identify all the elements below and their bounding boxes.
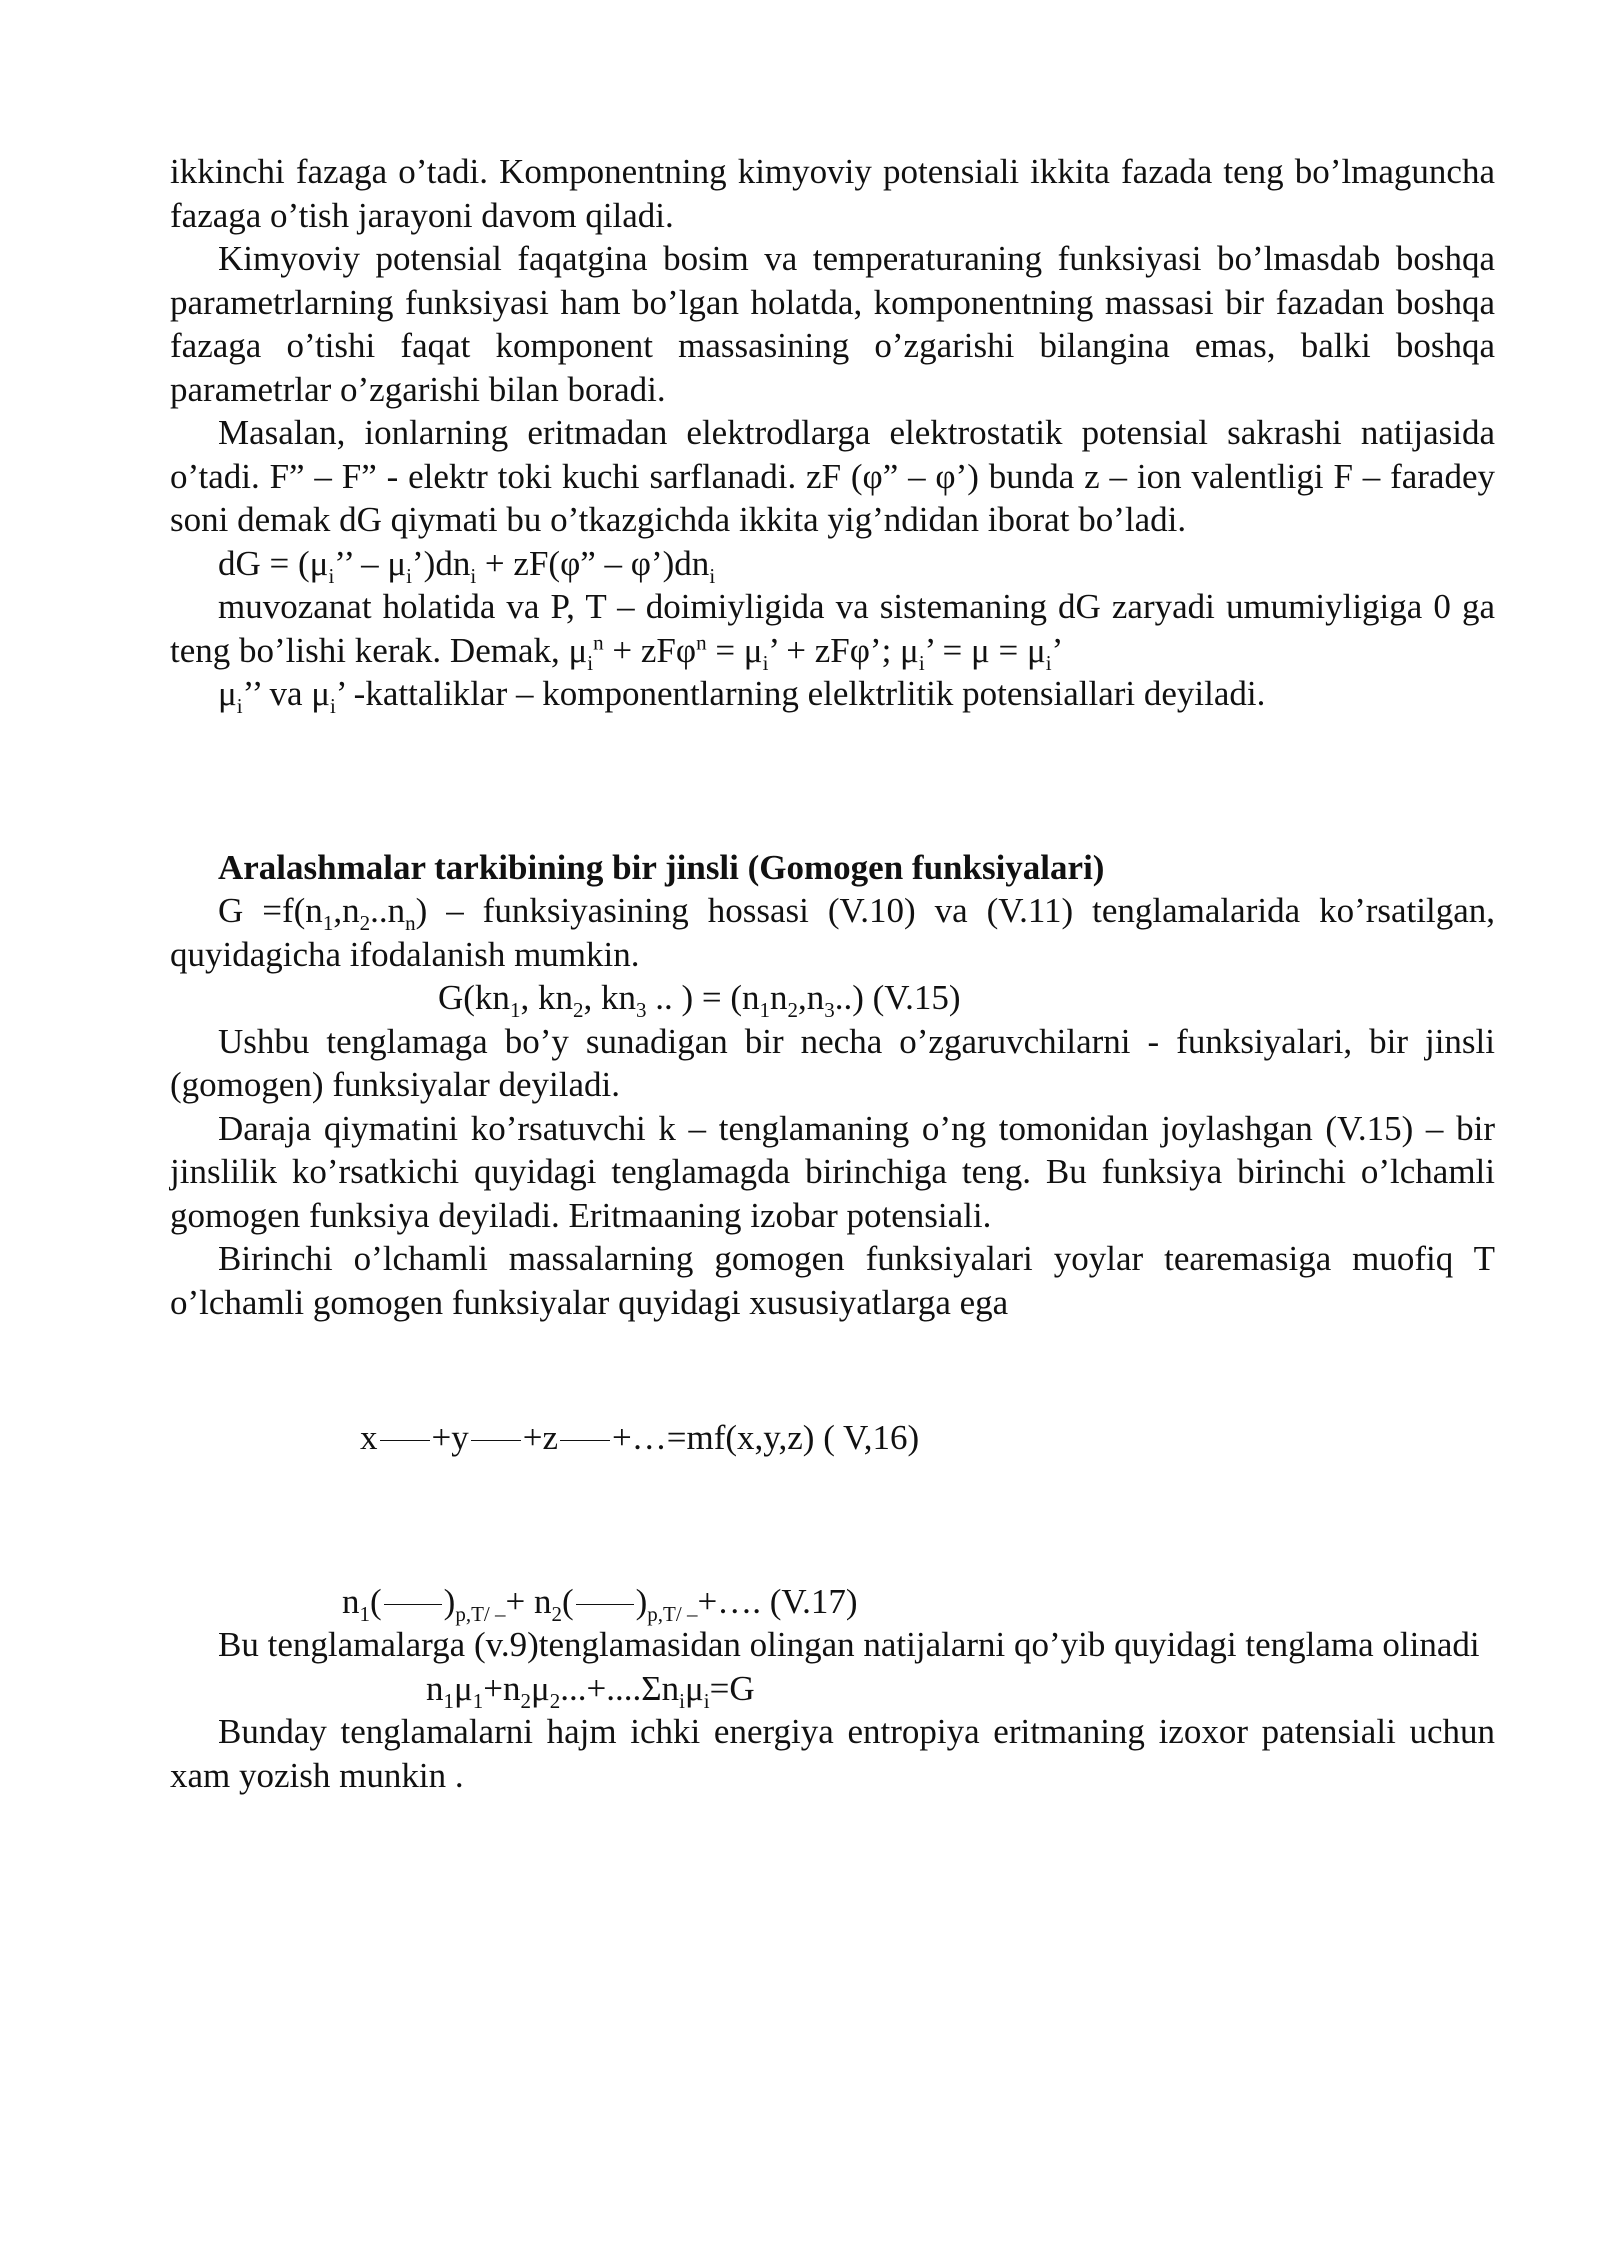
paragraph-4: muvozanat holatida va P, T – doimiyligida va sistemaning dG zaryadi umumiyligiga 0 ga teng bo’lishi kerak. Demak, $\mu_i^n + zF\varphi^n = \mu_i$’ + zFφ’; $\mu_i$’ = $\mu = \mu_i$’ — [170, 587, 1495, 675]
equation-v15: $G(kn_1$, $kn_2$, $kn_3$ .. ) = $(n_1n_2,n_3..)$ (V.15) — [438, 978, 961, 1022]
paragraph-9: Birinchi o’lchamli massalarning gomogen funksiyalari yoylar tearemasiga muofiq T o’lchamli gomogen funksiyalar quyidagi xususiyatlarga ega — [170, 1239, 1495, 1322]
paragraph-1: ikkinchi fazaga o’tadi. Komponentning kimyoviy potensiali ikkita fazada teng bo’lmaguncha fazaga o’tish jarayoni davom qiladi. — [170, 152, 1495, 235]
document-page — [170, 150, 1495, 1797]
paragraph-3: Masalan, ionlarning eritmadan elektrodlarga elektrostatik potensial sakrashi natijasida o’tadi. F” – F” - elektr toki kuchi sarflanadi. zF (φ” – φ’) bunda z – ion valentligi F – faradey soni demak dG qiymati bu o’tkazgichda ikkita yig’ndidan iborat bo’ladi. — [170, 413, 1495, 539]
equation-v16: x +y +z +…=mf(x,y,z) ( V,16) — [360, 1418, 920, 1457]
equation-v17: $n_1$( )$_{p,T/ -}+ n_2$( )$_{p,T/ -}+\dots$. (V.17) — [342, 1581, 858, 1626]
fraction-bar — [576, 1604, 634, 1605]
fraction-bar — [471, 1440, 521, 1441]
paragraph-2: Kimyoviy potensial faqatgina bosim va temperaturaning funksiyasi bo’lmasdab boshqa parametrlarning funksiyasi ham bo’lgan holatda, komponentning massasi bir fazadan boshqa fazaga o’tishi faqat komponent massasining o’zgarishi bilangina emas, balki boshqa parametrlar o’zgarishi bilan boradi. — [170, 239, 1495, 409]
paragraph-8: Daraja qiymatini ko’rsatuvchi k – tenglamaning o’ng tomonidan joylashgan (V.15) – bir jinslilik ko’rsatkichi quyidagi tenglamagda birinchiga teng. Bu funksiya birinchi o’lchamli gomogen funksiya deyiladi. Eritmaaning izobar potensiali. — [170, 1108, 1495, 1235]
fraction-bar — [560, 1440, 610, 1441]
paragraph-10: Bu tenglamalarga (v.9)tenglamasidan olingan natijalarni qo’yib quyidagi tenglama olinadi — [218, 1625, 1480, 1664]
paragraph-6: $G =f(n_1,n_2..n_n)$ – funksiyasining hossasi (V.10) va (V.11) tenglamalarida ko’rsatilgan, quyidagicha ifodalanish mumkin. — [170, 891, 1496, 974]
fraction-bar — [380, 1440, 430, 1441]
paragraph-7: Ushbu tenglamaga bo’y sunadigan bir necha o’zgaruvchilarni - funksiyalari, bir jinsli (gomogen) funksiyalar deyiladi. — [170, 1021, 1495, 1104]
fraction-bar — [384, 1604, 442, 1605]
equation-dG: dG = ($\mu_i$’’ – $\mu_i’)dn_i + zF(\varphi$” – $\varphi’)dn_i$ — [218, 543, 716, 588]
section-heading: Aralashmalar tarkibining bir jinsli (Gomogen funksiyalari) — [218, 847, 1105, 887]
equation-sum: $n_1\mu_1+n_2\mu_2...+....\Sigma n_i\mu_i=G$ — [426, 1668, 755, 1713]
paragraph-5: $\mu_i$’’ va $\mu_i$’ -kattaliklar – komponentlarning elelktrlitik potensiallari deyiladi. — [218, 674, 1266, 718]
paragraph-11: Bunday tenglamalarni hajm ichki energiya entropiya eritmaning izoxor patensiali uchun xam yozish munkin . — [170, 1712, 1495, 1795]
